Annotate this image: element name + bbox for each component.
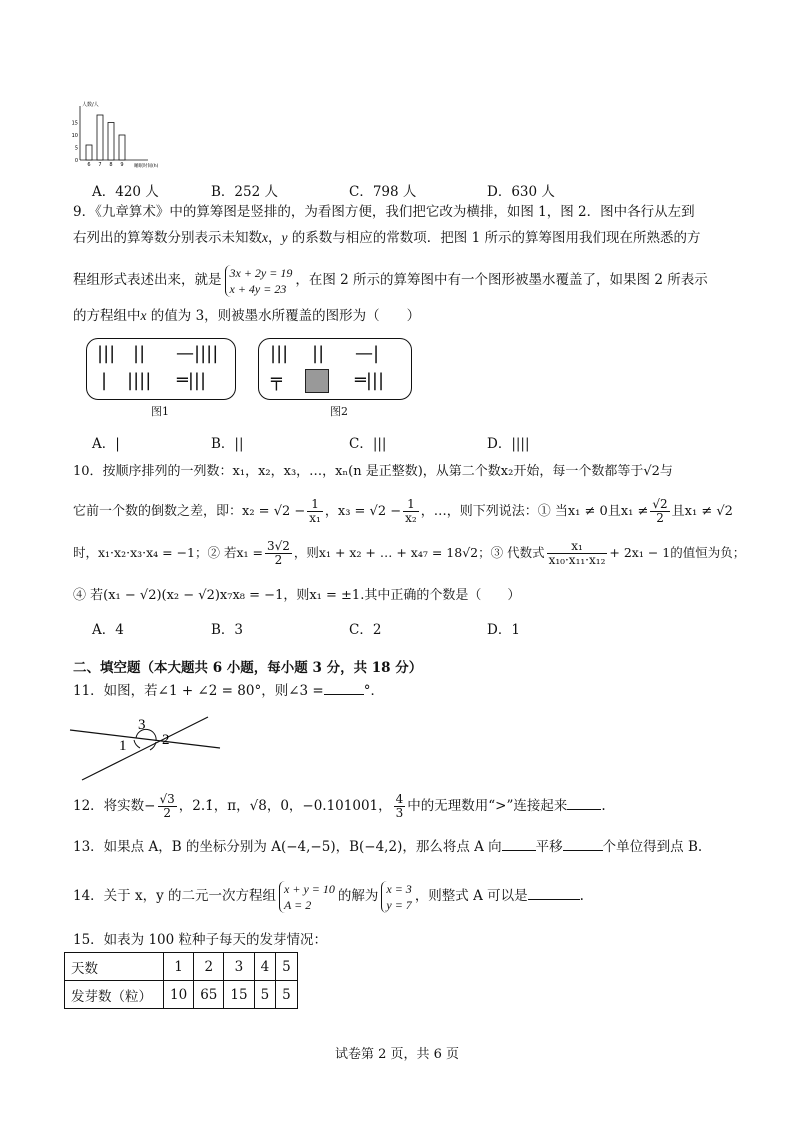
q13-text: 13．如果点 A，B 的坐标分别为 A(−4,−5)，B(−4,2)，那么将点 A 向 平移 个单位得到点 B. [73,836,702,857]
q9-line3: 程组形式表述出来，就是 3x + 2y = 19 x + 4y = 23 ，在图 2 所示的算筹图中有一个图形被墨水覆盖了，如果图 2 所表示 [73,265,708,296]
q10-line2: 它前一个数的倒数之差，即：x₂ = √2 − $\frac{1}{\text{x₁}}$ ，x₃ = √2 − $\frac{1}{\text{x₂}}$ ，…，则下列说法：① 当x₁ ≠ 0且x₁ ≠ $\frac{√2}{2}$ 且x₁ ≠ √2 [73,497,733,525]
fig1-r1c2: || [133,343,146,364]
q11-answer-blank[interactable] [324,680,364,695]
q9-option-a[interactable]: A．| [92,436,120,452]
q10-line4: ④ 若(x₁ − √2)(x₂ − √2)x₇x₈ = −1，则x₁ = ±1.其中正确的个数是（ ） [73,588,521,603]
q12-text: 12．将实数− $\frac{√3}{2}$ ，2.1̇，π，√8，0，−0.101001， $\frac{4}{3}$ 中的无理数用“>”连接起来 . [73,792,606,820]
q9-line4: 的方程组中x 的值为 3，则被墨水所覆盖的图形为（ ） [73,308,421,324]
chart-y-label: 人数/人 [82,102,99,108]
q11-label-1: 1 [119,738,127,754]
fig2-r1c2: || [312,343,325,364]
chart-y-tick-label: 15 [71,120,78,127]
q13-distance-blank[interactable] [563,836,603,851]
fig1-r2c2: |||| [127,370,152,391]
q15-text: 15．如表为 100 粒种子每天的发芽情况： [73,932,328,948]
q11-text: 11．如图，若∠1 + ∠2 = 80°，则∠3 = °． [73,680,384,701]
fig2-r1c3: —| [355,343,380,364]
fig2-r1c1: ||| [270,343,289,364]
table-cell: 1 [164,953,194,981]
table-cell: 2 [194,953,224,981]
table-cell: 5 [276,953,298,981]
q13-direction-blank[interactable] [502,836,536,851]
q12-answer-blank[interactable] [567,795,601,810]
fig2-r2c1: ╤ [271,370,282,391]
q9-equation-system: 3x + 2y = 19 x + 4y = 23 [225,265,293,297]
chart-x-tick-label: 7 [98,162,102,168]
q9-line1: 9．《九章算术》中的算筹图是竖排的，为看图方便，我们把它改为横排，如图 1，图 2．图中各行从左到 [73,204,695,220]
chart-y-tick-label: 0 [74,158,78,164]
chart-x-tick-label: 8 [109,162,113,168]
q10-option-c[interactable]: C．2 [349,622,382,638]
table-cell: 65 [194,981,224,1009]
chart-bar [119,135,125,160]
q14-text: 14．关于 x，y 的二元一次方程组 x + y = 10 A = 2 的解为 x = 3 y = 7 ，则整式 A 可以是 . [73,881,584,912]
q9-option-c[interactable]: C．||| [349,436,387,452]
ink-covered-square [305,369,329,393]
table-row [65,953,298,981]
fig1-r2c1: | [101,370,108,391]
chart-x-tick-label: 9 [120,162,124,168]
table-cell: 5 [254,981,276,1009]
table-cell: 10 [164,981,194,1009]
table-cell: 3 [224,953,254,981]
chart-x-tick-label: 6 [87,162,91,168]
fig1-caption: 图1 [151,405,169,418]
chart-bar [86,145,92,160]
table-row [65,981,298,1009]
fig2-r2c3: ═||| [355,370,385,391]
q11-label-3: 3 [138,717,146,733]
q10-option-d[interactable]: D．1 [487,622,520,638]
chart-bar [108,123,114,161]
fig1-r2c3: ═||| [177,370,207,391]
q10-option-a[interactable]: A．4 [92,622,124,638]
q14-solution-system: x = 3 y = 7 [381,881,411,913]
q8-option-d[interactable]: D．630 人 [487,184,555,200]
q8-option-a[interactable]: A．420 人 [92,184,159,200]
q9-line2: 右列出的算筹数分别表示未知数x，y 的系数与相应的常数项．把图 1 所示的算筹图用我们现在所熟悉的方 [73,230,701,246]
q8-option-c[interactable]: C．798 人 [349,184,417,200]
table-cell: 15 [224,981,254,1009]
fig1-r1c1: ||| [97,343,116,364]
chart-bar [97,115,103,160]
table-cell: 发芽数（粒） [65,981,164,1009]
fig1-r1c3: —|||| [176,343,219,364]
q8-option-b[interactable]: B．252 人 [211,184,278,200]
q15-germination-table [64,952,298,1009]
q10-line1: 10．按顺序排列的一列数：x₁，x₂，x₃，…，xₙ(n 是正整数)，从第二个数x₂开始，每一个数都等于√2与 [73,464,673,479]
q11-angle-figure [70,712,230,782]
page-footer: 试卷第 2 页，共 6 页 [334,1047,460,1062]
q9-option-d[interactable]: D．|||| [487,436,530,452]
fig2-caption: 图2 [330,405,348,418]
table-cell: 5 [276,981,298,1009]
chart-y-tick-label: 5 [74,145,78,152]
q14-equation-system: x + y = 10 A = 2 [279,881,335,913]
section-2-title: 二、填空题（本大题共 6 小题，每小题 3 分，共 18 分） [73,660,423,676]
q10-line3: 时，x₁·x₂·x₃·x₄ = −1；② 若x₁ = $\frac{3√2}{2}$ ，则x₁ + x₂ + … + x₄₇ = 18√2；③ 代数式 $\frac{\text{x₁}}{\text{x₁₀·x₁₁·x₁₂}}$ + 2x₁ − 1的值恒为负； [73,539,746,567]
sleep-bar-chart [68,100,168,169]
chart-x-label: 睡眠时间(h) [134,164,159,169]
q14-answer-blank[interactable] [528,885,580,900]
chart-y-tick-label: 10 [71,133,78,139]
q9-option-b[interactable]: B．|| [211,436,244,452]
table-cell: 天数 [65,953,164,981]
q10-option-b[interactable]: B．3 [211,622,244,638]
table-cell: 4 [254,953,276,981]
q11-label-2: 2 [162,732,170,748]
